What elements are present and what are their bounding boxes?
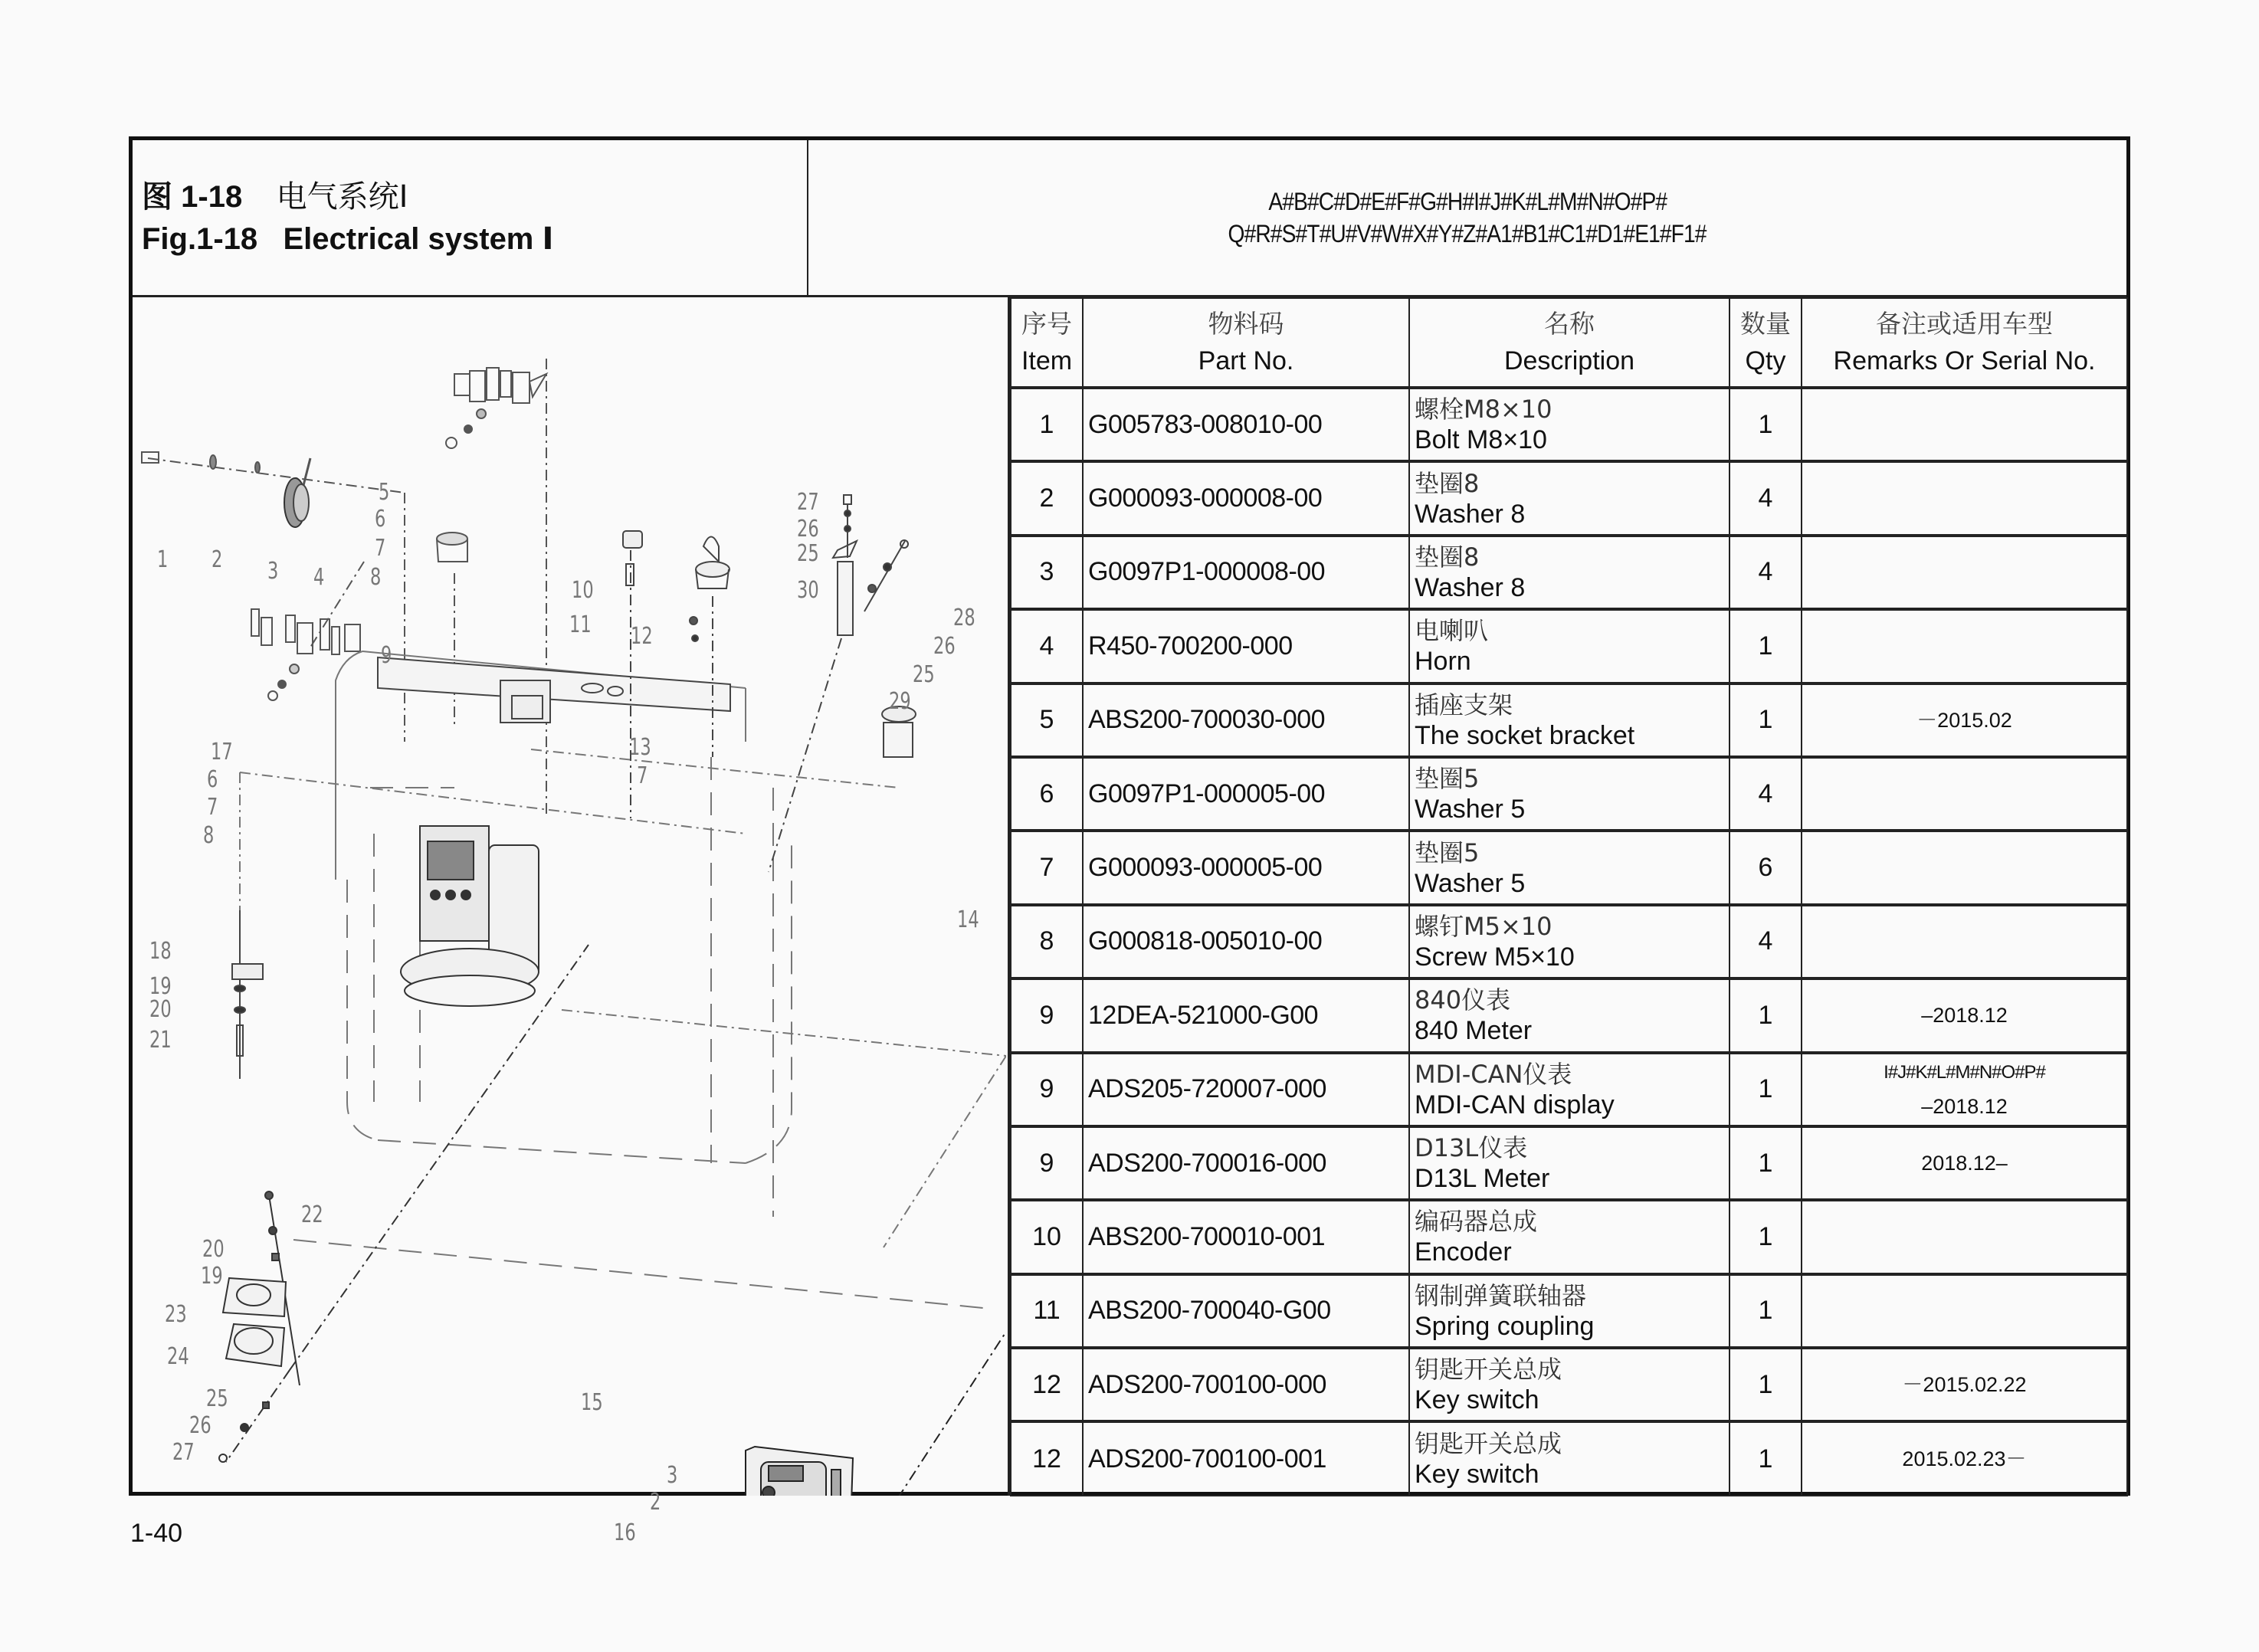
- column-header-cn: 序号: [1021, 309, 1072, 339]
- description-cn: 840仪表: [1415, 985, 1511, 1015]
- description-cn: 钢制弹簧联轴器: [1415, 1280, 1587, 1310]
- cooling-fan-assembly: [219, 945, 589, 1462]
- remarks-serial-date: –2018.12: [1921, 1094, 2008, 1118]
- table-row: [1011, 609, 2127, 683]
- callout-label: 18: [149, 938, 172, 965]
- description-cn: 螺栓M8×10: [1415, 395, 1552, 424]
- callout-label: 14: [957, 906, 979, 933]
- column-header-item: [1011, 298, 1083, 388]
- table-row: [1011, 1200, 2127, 1273]
- remarks-serial-date: －2015.02.22: [1902, 1373, 2027, 1397]
- callout-label: 7: [375, 535, 386, 562]
- part-number: ABS200-700040-G00: [1083, 1274, 1409, 1348]
- page-number: 1-40: [130, 1519, 183, 1548]
- table-row: [1011, 757, 2127, 831]
- callout-label: 8: [370, 564, 382, 591]
- callout-label: 26: [189, 1412, 211, 1439]
- table-row: [1011, 1421, 2127, 1495]
- remarks: [1802, 609, 2127, 683]
- figure-title-cn-text: 电气系统Ⅰ: [276, 179, 408, 215]
- callout-label: 16: [614, 1519, 636, 1546]
- figure-number: 1-18: [181, 180, 243, 214]
- description-en: D13L Meter: [1415, 1164, 1550, 1194]
- meter-part: [437, 533, 467, 726]
- remarks: [1802, 1421, 2127, 1495]
- callout-label: 20: [149, 996, 172, 1023]
- description-cn: MDI-CAN仪表: [1415, 1059, 1572, 1089]
- description-cn: 插座支架: [1415, 690, 1513, 719]
- remarks: [1802, 757, 2127, 831]
- part-number: ADS200-700100-000: [1083, 1348, 1409, 1421]
- quantity: 4: [1729, 461, 1802, 535]
- remarks-serial-date: 2018.12–: [1921, 1152, 2008, 1175]
- description: [1409, 388, 1729, 461]
- table-row: [1011, 1274, 2127, 1348]
- column-header-en: Part No.: [1198, 346, 1294, 375]
- description-en: 840 Meter: [1415, 1016, 1533, 1046]
- callout-label: 9: [381, 642, 392, 669]
- left-fastener-stack: [232, 910, 263, 1079]
- description: [1409, 1126, 1729, 1200]
- callout-label: 7: [207, 794, 218, 821]
- remarks: [1802, 1126, 2127, 1200]
- description-en: Washer 8: [1415, 499, 1526, 529]
- quantity: 4: [1729, 905, 1802, 978]
- description: [1409, 461, 1729, 535]
- callout-label: 30: [797, 577, 819, 604]
- description-cn: 垫圈5: [1415, 837, 1480, 867]
- parts-table-body: [1011, 388, 2127, 1496]
- remarks-serial-date: －2015.02: [1916, 708, 2012, 732]
- column-header-en: Description: [1503, 346, 1635, 375]
- column-header-cn: 名称: [1544, 309, 1595, 339]
- quantity: 1: [1729, 388, 1802, 461]
- callout-label: 4: [313, 564, 325, 591]
- table-row: [1011, 388, 2127, 461]
- callout-label: 22: [301, 1201, 323, 1228]
- callout-label: 11: [569, 611, 592, 638]
- quantity: 1: [1729, 1421, 1802, 1495]
- column-header-qty: [1729, 298, 1802, 388]
- quantity: 1: [1729, 1126, 1802, 1200]
- item-number: 6: [1011, 757, 1083, 831]
- description: [1409, 1421, 1729, 1495]
- part-number: ADS205-720007-000: [1083, 1053, 1409, 1126]
- column-header-description: [1409, 298, 1729, 388]
- description-cn: 垫圈5: [1415, 764, 1480, 794]
- table-row: [1011, 536, 2127, 609]
- callout-label: 10: [572, 577, 594, 604]
- remarks-serial-date: 2015.02.23－: [1902, 1447, 2027, 1471]
- quantity: 1: [1729, 978, 1802, 1052]
- description: [1409, 1200, 1729, 1273]
- description: [1409, 831, 1729, 904]
- callout-label: 19: [201, 1263, 223, 1290]
- description-en: Encoder: [1415, 1237, 1512, 1267]
- callout-label: 7: [637, 762, 648, 789]
- part-number: ADS200-700016-000: [1083, 1126, 1409, 1200]
- remarks: [1802, 461, 2127, 535]
- description: [1409, 536, 1729, 609]
- callout-label: 20: [202, 1236, 225, 1263]
- item-number: 1: [1011, 388, 1083, 461]
- part-number: G000093-000005-00: [1083, 831, 1409, 904]
- item-number: 9: [1011, 1126, 1083, 1200]
- callout-label: 24: [167, 1343, 189, 1370]
- callout-label: 21: [149, 1027, 172, 1054]
- callout-label: 23: [165, 1301, 187, 1328]
- description-en: Screw M5×10: [1415, 942, 1575, 972]
- callout-label: 3: [267, 558, 279, 585]
- description-cn: 电喇叭: [1415, 616, 1489, 646]
- description-en: Washer 5: [1415, 795, 1526, 824]
- callout-label: 3: [667, 1462, 678, 1489]
- item-number: 9: [1011, 1053, 1083, 1126]
- item-number: 12: [1011, 1421, 1083, 1495]
- description: [1409, 1274, 1729, 1348]
- table-row: [1011, 1126, 2127, 1200]
- description-cn: 垫圈8: [1415, 468, 1480, 498]
- part-number: G005783-008010-00: [1083, 388, 1409, 461]
- callout-label: 19: [149, 973, 172, 1000]
- item-number: 12: [1011, 1348, 1083, 1421]
- description-en: Washer 5: [1415, 868, 1526, 898]
- remarks: [1802, 388, 2127, 461]
- table-row: [1011, 978, 2127, 1052]
- column-header-cn: 数量: [1740, 309, 1791, 339]
- figure-title-en-text: Electrical system Ⅰ: [283, 222, 554, 256]
- part-number: ABS200-700030-000: [1083, 683, 1409, 757]
- description-cn: 钥匙开关总成: [1415, 1429, 1562, 1459]
- exploded-diagram-drawing: [133, 297, 1006, 1496]
- figure-title-en: [142, 221, 553, 257]
- table-row: [1011, 1053, 2127, 1126]
- part-number: 12DEA-521000-G00: [1083, 978, 1409, 1052]
- table-row: [1011, 831, 2127, 904]
- description-en: The socket bracket: [1415, 720, 1635, 750]
- description: [1409, 609, 1729, 683]
- quantity: 1: [1729, 1053, 1802, 1126]
- part-number: ADS200-700100-001: [1083, 1421, 1409, 1495]
- description-en: Key switch: [1415, 1385, 1539, 1415]
- callout-label: 2: [650, 1489, 661, 1516]
- figure-label-en: Fig.1-18: [142, 222, 258, 256]
- remarks: [1802, 978, 2127, 1052]
- column-header-remarks: [1802, 298, 2127, 388]
- part-number: R450-700200-000: [1083, 609, 1409, 683]
- quantity: 1: [1729, 609, 1802, 683]
- description-cn: D13L仪表: [1415, 1133, 1528, 1163]
- description-en: Bolt M8×10: [1415, 425, 1547, 455]
- description: [1409, 757, 1729, 831]
- remarks: [1802, 1348, 2127, 1421]
- item-number: 5: [1011, 683, 1083, 757]
- mounting-plate: [378, 657, 730, 723]
- column-header-en: Qty: [1745, 346, 1786, 375]
- horn-assembly: [142, 452, 405, 742]
- part-number: G000093-000008-00: [1083, 461, 1409, 535]
- part-number: G0097P1-000008-00: [1083, 536, 1409, 609]
- bracket-column: [769, 495, 908, 872]
- column-header-part-no: [1083, 298, 1409, 388]
- callout-label: 28: [953, 605, 975, 631]
- callout-label: 1: [157, 546, 169, 573]
- callout-label: 26: [933, 633, 956, 660]
- callout-label: 17: [211, 739, 233, 765]
- description: [1409, 905, 1729, 978]
- callout-label: 26: [797, 516, 819, 542]
- remarks: [1802, 831, 2127, 904]
- callout-label: 2: [211, 546, 223, 573]
- description: [1409, 978, 1729, 1052]
- part-number: G000818-005010-00: [1083, 905, 1409, 978]
- callout-label: 27: [172, 1439, 195, 1466]
- figure-title-block: [133, 140, 808, 297]
- quantity: 6: [1729, 831, 1802, 904]
- callout-label: 25: [913, 661, 935, 688]
- callout-label: 6: [207, 766, 218, 793]
- description-cn: 垫圈8: [1415, 542, 1480, 572]
- part-number: ABS200-700010-001: [1083, 1200, 1409, 1273]
- quantity: 1: [1729, 683, 1802, 757]
- part-number: G0097P1-000005-00: [1083, 757, 1409, 831]
- description-en: MDI-CAN display: [1415, 1090, 1615, 1119]
- motor-controller: [746, 1332, 1006, 1496]
- remarks: [1802, 1053, 2127, 1126]
- column-header-en: Item: [1021, 346, 1073, 375]
- quantity: 1: [1729, 1274, 1802, 1348]
- description: [1409, 683, 1729, 757]
- table-row: [1011, 1348, 2127, 1421]
- callout-label: 29: [889, 688, 911, 715]
- callout-label: 12: [631, 623, 653, 650]
- column-header-cn: 物料码: [1208, 309, 1284, 339]
- remarks-serial-date: –2018.12: [1921, 1004, 2008, 1028]
- callout-label: 27: [797, 489, 819, 516]
- item-number: 11: [1011, 1274, 1083, 1348]
- parts-table-header: [1011, 298, 2127, 388]
- callout-label: 13: [629, 734, 651, 761]
- remarks-model-codes: I#J#K#L#M#N#O#P#: [1884, 1061, 2045, 1083]
- item-number: 7: [1011, 831, 1083, 904]
- description-en: Horn: [1415, 647, 1471, 677]
- callout-label: 25: [206, 1385, 228, 1412]
- table-row: [1011, 683, 2127, 757]
- table-row: [1011, 905, 2127, 978]
- remarks: [1802, 1274, 2127, 1348]
- item-number: 9: [1011, 978, 1083, 1052]
- pump-motor-assembly: [401, 826, 539, 1006]
- item-number: 8: [1011, 905, 1083, 978]
- callout-label: 25: [797, 540, 819, 567]
- description-en: Key switch: [1415, 1460, 1539, 1490]
- description-en: Washer 8: [1415, 572, 1526, 602]
- remarks: [1802, 1200, 2127, 1273]
- callout-label: 15: [581, 1389, 603, 1416]
- description-en: Spring coupling: [1415, 1311, 1595, 1341]
- column-header-cn: 备注或适用车型: [1876, 309, 2053, 339]
- description: [1409, 1348, 1729, 1421]
- callout-label: 8: [203, 822, 215, 849]
- callout-label: 6: [375, 506, 386, 533]
- item-number: 4: [1011, 609, 1083, 683]
- quantity: 1: [1729, 1348, 1802, 1421]
- quantity: 4: [1729, 536, 1802, 609]
- parts-table: [1010, 297, 2128, 1496]
- figure-label-cn: 图: [142, 180, 182, 214]
- description-cn: 螺钉M5×10: [1415, 911, 1552, 941]
- remarks: [1802, 905, 2127, 978]
- table-row: [1011, 461, 2127, 535]
- model-codes-line-2: Q#R#S#T#U#V#W#X#Y#Z#A1#B1#C1#D1#E1#F1#: [1228, 220, 1707, 247]
- model-codes-block: [808, 140, 2126, 297]
- item-number: 10: [1011, 1200, 1083, 1273]
- item-number: 3: [1011, 536, 1083, 609]
- callout-label: 5: [379, 479, 390, 506]
- item-number: 2: [1011, 461, 1083, 535]
- figure-title-cn: [142, 172, 408, 216]
- remarks: [1802, 536, 2127, 609]
- description: [1409, 1053, 1729, 1126]
- quantity: 4: [1729, 757, 1802, 831]
- quantity: 1: [1729, 1200, 1802, 1273]
- model-codes-line-1: A#B#C#D#E#F#G#H#I#J#K#L#M#N#O#P#: [1268, 188, 1667, 215]
- description-cn: 钥匙开关总成: [1415, 1355, 1562, 1385]
- description-cn: 编码器总成: [1415, 1207, 1538, 1237]
- remarks: [1802, 683, 2127, 757]
- column-header-en: Remarks Or Serial No.: [1833, 346, 2096, 375]
